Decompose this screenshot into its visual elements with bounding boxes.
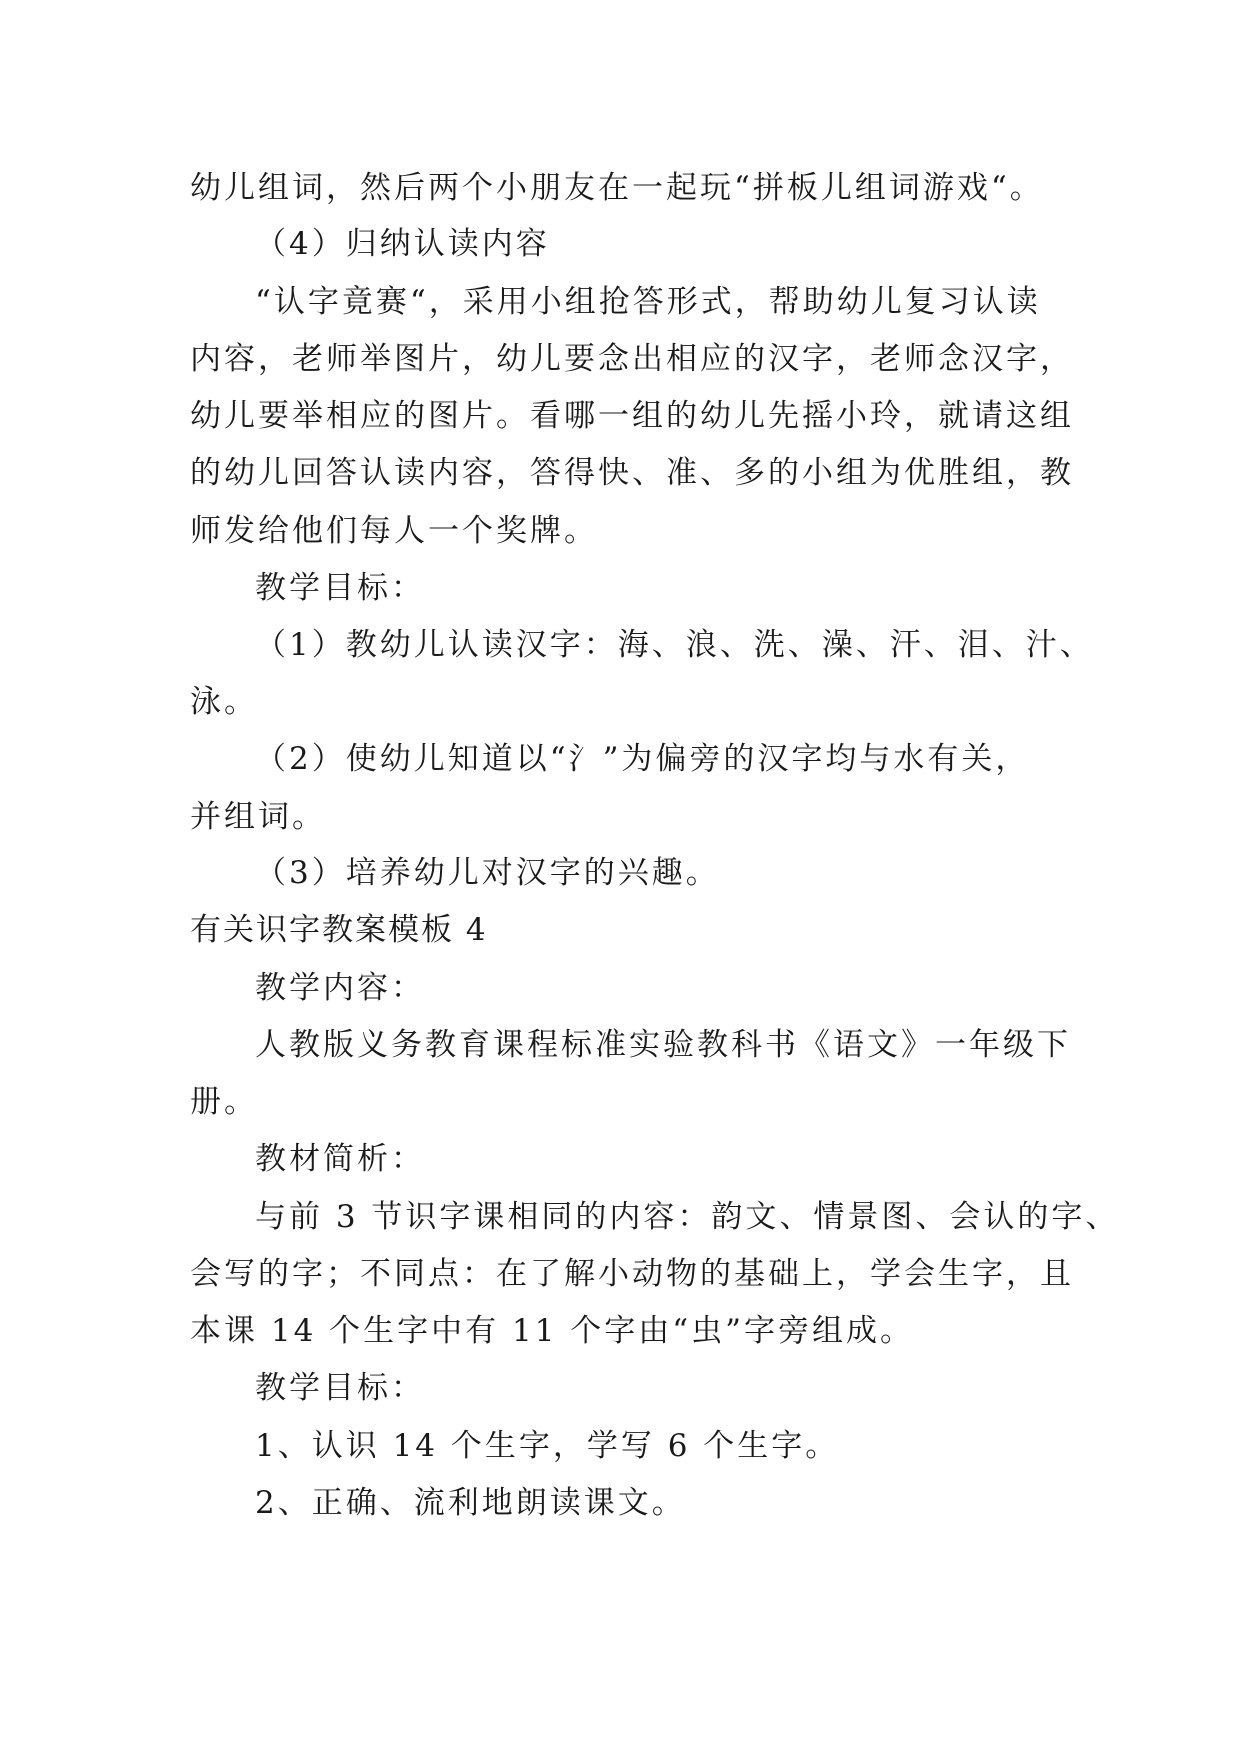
text-line: 与前 3 节识字课相同的内容：韵文、情景图、会认的字、 [255, 1199, 1120, 1235]
text-line: 本课 14 个生字中有 11 个字由“虫”字旁组成。 [190, 1313, 915, 1349]
text-line: 并组词。 [190, 799, 326, 835]
text-line: 2、正确、流利地朗读课文。 [255, 1485, 686, 1521]
section-label: 教学内容： [255, 970, 425, 1006]
text-line: 师发给他们每人一个奖牌。 [190, 513, 598, 549]
section-label: 教学目标： [255, 570, 425, 606]
text-line: 幼儿要举相应的图片。看哪一组的幼儿先摇小玲，就请这组 [190, 398, 1074, 434]
text-line: （1）教幼儿认读汉字：海、浪、洗、澡、汗、泪、汁、 [255, 627, 1094, 663]
text-line: （4）归纳认读内容 [255, 226, 550, 262]
text-line: 幼儿组词，然后两个小朋友在一起玩“拼板儿组词游戏“。 [190, 170, 1044, 206]
text-line: （3）培养幼儿对汉字的兴趣。 [255, 855, 720, 891]
section-heading: 有关识字教案模板 4 [190, 912, 488, 948]
section-label: 教学目标： [255, 1370, 425, 1406]
text-line: 泳。 [190, 684, 258, 720]
text-line: 册。 [190, 1084, 258, 1120]
text-line: 人教版义务教育课程标准实验教科书《语文》一年级下 [255, 1027, 1071, 1063]
text-line: “认字竟赛“，采用小组抢答形式，帮助幼儿复习认读 [255, 284, 1041, 320]
text-line: 内容，老师举图片，幼儿要念出相应的汉字，老师念汉字， [190, 341, 1074, 377]
section-label: 教材简析： [255, 1141, 425, 1177]
text-line: （2）使幼儿知道以“氵”为偏旁的汉字均与水有关， [255, 741, 1030, 777]
text-line: 的幼儿回答认读内容，答得快、准、多的小组为优胜组，教 [190, 455, 1074, 491]
text-line: 会写的字；不同点：在了解小动物的基础上，学会生字，且 [190, 1256, 1074, 1292]
text-line: 1、认识 14 个生字，学写 6 个生字。 [255, 1428, 840, 1464]
